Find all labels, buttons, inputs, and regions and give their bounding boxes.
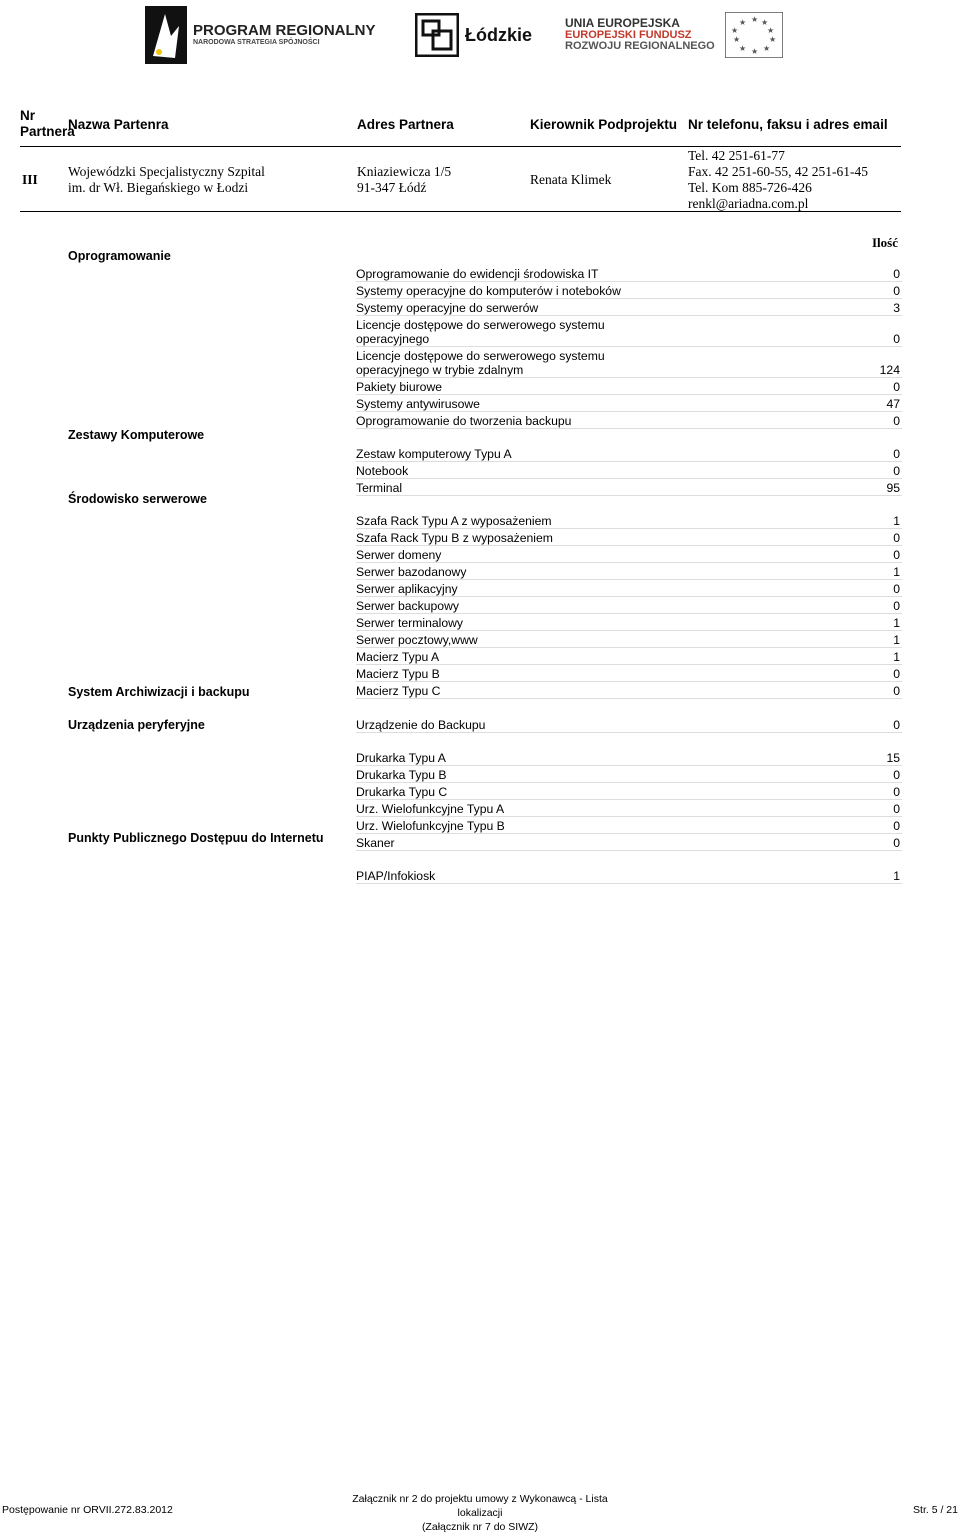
svg-text:★: ★ <box>750 15 758 24</box>
partner-nr: III <box>22 172 38 187</box>
list-item <box>356 682 902 699</box>
item-label: Urz. Wielofunkcyjne Typu A <box>356 801 505 816</box>
category-punkty-publiczne: Punkty Publicznego Dostępuu do Internetu <box>68 831 324 845</box>
item-label: Licencje dostępowe do serwerowego systemu operacyjnego <box>356 318 605 346</box>
list-item <box>356 512 902 529</box>
list-item <box>356 783 902 800</box>
item-quantity: 0 <box>893 667 900 682</box>
unia-europejska-text <box>565 17 715 53</box>
footer-postepowanie: Postępowanie nr ORVII.272.83.2012 <box>2 1504 173 1516</box>
item-label: Szafa Rack Typu B z wyposażeniem <box>356 531 553 546</box>
list-item <box>356 867 902 884</box>
item-quantity: 0 <box>893 582 900 597</box>
list-item <box>356 299 902 316</box>
item-label: Szafa Rack Typu A z wyposażeniem <box>356 514 552 529</box>
list-item <box>356 597 902 614</box>
item-label: Macierz Typu B <box>356 667 440 682</box>
item-quantity: 0 <box>893 835 900 850</box>
list-item <box>356 800 902 817</box>
item-label: PIAP/Infokiosk <box>356 868 436 883</box>
item-label: Systemy operacyjne do serwerów <box>356 301 539 315</box>
header-kontakt: Nr telefonu, faksu i adres email <box>688 117 888 132</box>
svg-text:★: ★ <box>732 35 740 44</box>
item-label: Systemy antywirusowe <box>356 397 480 411</box>
footer-page-number: Str. 5 / 21 <box>913 1504 958 1516</box>
svg-text:★: ★ <box>738 18 746 27</box>
lodzkie-emblem-icon <box>415 13 459 57</box>
svg-text:★: ★ <box>750 47 758 56</box>
list-item <box>356 580 902 597</box>
item-label: Drukarka Typu C <box>356 784 448 799</box>
item-label: Urządzenie do Backupu <box>356 717 486 732</box>
item-quantity: 0 <box>893 380 900 394</box>
partner-rule <box>20 211 901 212</box>
qty-header: Ilość <box>872 235 898 250</box>
item-label: Serwer backupowy <box>356 599 459 614</box>
list-item <box>356 716 902 733</box>
list-item <box>356 766 902 783</box>
list-item <box>356 834 902 851</box>
eu-stars-icon <box>725 12 783 58</box>
item-quantity: 0 <box>893 447 900 462</box>
group-spacer <box>356 496 902 512</box>
item-quantity: 0 <box>893 531 900 546</box>
equipment-list <box>356 265 902 884</box>
header-rule <box>20 146 901 147</box>
item-quantity: 0 <box>893 801 900 816</box>
item-label: Serwer domeny <box>356 548 442 563</box>
category-system-archiwizacji: System Archiwizacji i backupu <box>68 685 250 699</box>
list-item <box>356 378 902 395</box>
item-label: Serwer bazodanowy <box>356 565 467 580</box>
item-quantity: 47 <box>886 397 900 411</box>
header-nazwa: Nazwa Partenra <box>68 117 169 132</box>
item-quantity: 0 <box>893 548 900 563</box>
item-label: Oprogramowanie do ewidencji środowiska IT <box>356 267 599 281</box>
item-label: Macierz Typu A <box>356 650 440 665</box>
header-adres: Adres Partnera <box>357 117 454 132</box>
item-quantity: 0 <box>893 767 900 782</box>
item-quantity: 0 <box>893 284 900 298</box>
header-nr-partnera: Nr Partnera <box>20 108 75 139</box>
category-srodowisko-serwerowe: Środowisko serwerowe <box>68 492 207 506</box>
item-label: Terminal <box>356 481 403 496</box>
svg-text:★: ★ <box>768 35 776 44</box>
item-label: Zestaw komputerowy Typu A <box>356 447 512 462</box>
list-item <box>356 347 902 378</box>
list-item <box>356 265 902 282</box>
program-regionalny-title: PROGRAM REGIONALNY <box>193 22 376 40</box>
item-quantity: 15 <box>886 750 900 765</box>
item-quantity: 1 <box>893 514 900 529</box>
list-item <box>356 546 902 563</box>
footer-zalacznik: Załącznik nr 2 do projektu umowy z Wykonawcą - Lista lokalizacji (Załącznik nr 7 do SIWZ) <box>352 1493 608 1533</box>
item-quantity: 1 <box>893 633 900 648</box>
list-item <box>356 316 902 347</box>
item-quantity: 0 <box>893 332 900 346</box>
list-item <box>356 529 902 546</box>
list-item <box>356 479 902 496</box>
item-quantity: 0 <box>893 414 900 428</box>
item-quantity: 0 <box>893 784 900 799</box>
list-item <box>356 282 902 299</box>
lodzkie-name: Łódzkie <box>465 24 533 45</box>
unia-europejska-logo <box>565 4 795 66</box>
item-label: Drukarka Typu A <box>356 750 446 765</box>
partner-nazwa: Wojewódzki Specjalistyczny Szpital im. dr Wł. Biegańskiego w Łodzi <box>68 164 265 195</box>
list-item <box>356 648 902 665</box>
program-regionalny-subtitle: NARODOWA STRATEGIA SPÓJNOŚCI <box>193 39 320 47</box>
item-quantity: 0 <box>893 267 900 281</box>
svg-text:★: ★ <box>766 26 774 35</box>
item-quantity: 0 <box>893 818 900 833</box>
list-item <box>356 445 902 462</box>
svg-text:★: ★ <box>738 44 746 53</box>
item-label: Oprogramowanie do tworzenia backupu <box>356 414 572 428</box>
partner-adres: Kniaziewicza 1/5 91-347 Łódź <box>357 164 452 195</box>
item-quantity: 1 <box>893 565 900 580</box>
list-item <box>356 817 902 834</box>
program-regionalny-text <box>193 23 376 46</box>
program-regionalny-logo <box>145 4 395 66</box>
logo-bar <box>0 0 960 72</box>
category-urzadzenia-peryferyjne: Urządzenia peryferyjne <box>68 718 205 732</box>
item-quantity: 1 <box>893 616 900 631</box>
svg-text:★: ★ <box>762 44 770 53</box>
group-spacer <box>356 699 902 715</box>
item-quantity: 124 <box>879 363 900 377</box>
item-label: Skaner <box>356 835 395 850</box>
item-label: Pakiety biurowe <box>356 380 443 394</box>
group-spacer <box>356 851 902 867</box>
item-label: Serwer aplikacyjny <box>356 582 458 597</box>
list-item <box>356 614 902 631</box>
ue-line-1: UNIA EUROPEJSKA <box>565 16 680 31</box>
category-zestawy-komputerowe: Zestawy Komputerowe <box>68 428 205 442</box>
svg-text:★: ★ <box>730 26 738 35</box>
item-label: Notebook <box>356 464 409 479</box>
item-label: Serwer pocztowy,www <box>356 633 478 648</box>
item-label: Macierz Typu C <box>356 684 441 699</box>
item-quantity: 0 <box>893 464 900 479</box>
partner-kontakt: Tel. 42 251-61-77 Fax. 42 251-60-55, 42 251-61-45 Tel. Kom 885-726-426 renkl@ariadna.com.pl <box>688 148 868 211</box>
header-kierownik: Kierownik Podprojektu <box>530 117 678 132</box>
svg-text:★: ★ <box>760 18 768 27</box>
item-label: Systemy operacyjne do komputerów i noteboków <box>356 284 621 298</box>
item-label: Serwer terminalowy <box>356 616 464 631</box>
list-item <box>356 395 902 412</box>
item-quantity: 1 <box>893 868 900 883</box>
list-item <box>356 665 902 682</box>
program-regionalny-emblem-icon <box>145 6 187 64</box>
list-item <box>356 631 902 648</box>
group-spacer <box>356 429 902 445</box>
ue-line-2: EUROPEJSKI FUNDUSZ <box>565 28 692 41</box>
category-oprogramowanie: Oprogramowanie <box>68 249 171 263</box>
ue-line-3: ROZWOJU REGIONALNEGO <box>565 40 715 53</box>
item-label: Licencje dostępowe do serwerowego systemu operacyjnego w trybie zdalnym <box>356 349 605 377</box>
list-item <box>356 412 902 429</box>
item-quantity: 0 <box>893 599 900 614</box>
item-quantity: 3 <box>893 301 900 315</box>
list-item <box>356 749 902 766</box>
item-quantity: 1 <box>893 650 900 665</box>
list-item <box>356 462 902 479</box>
item-quantity: 0 <box>893 717 900 732</box>
item-label: Urz. Wielofunkcyjne Typu B <box>356 818 505 833</box>
item-quantity: 0 <box>893 684 900 699</box>
group-spacer <box>356 733 902 749</box>
item-label: Drukarka Typu B <box>356 767 447 782</box>
list-item <box>356 563 902 580</box>
partner-kierownik: Renata Klimek <box>530 172 612 187</box>
lodzkie-logo <box>415 4 545 66</box>
item-quantity: 95 <box>886 481 900 496</box>
